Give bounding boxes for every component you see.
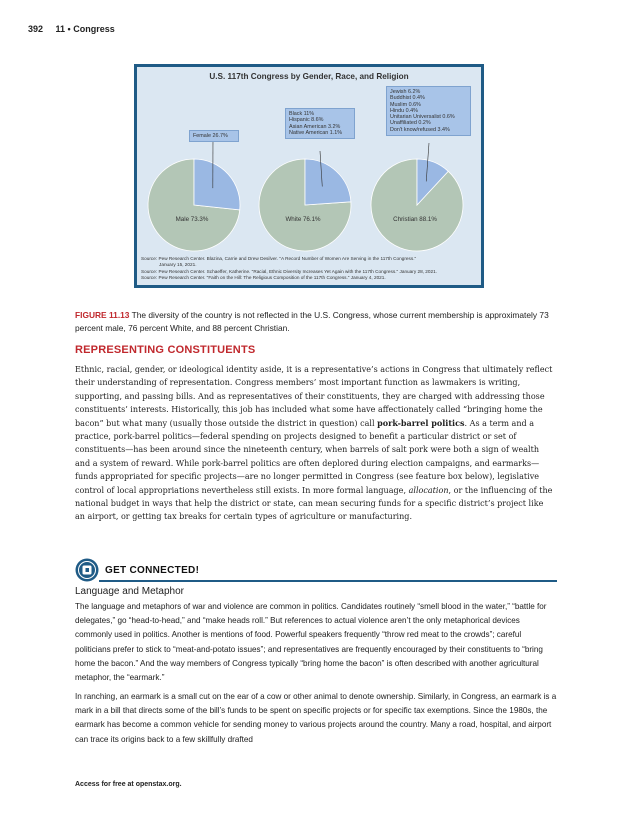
emphasis-term: allocation — [408, 485, 449, 495]
callout-religion-line: Buddhist 0.4% — [390, 95, 425, 102]
callout-religion-line: Hindu 0.4% — [390, 107, 418, 114]
figure-label: FIGURE 11.13 — [75, 310, 130, 320]
chapter-label: 11 • Congress — [55, 24, 115, 34]
feature-paragraph: In ranching, an earmark is a small cut on the ear of a cow or other animal to denote ownership. Similarly, in Congress, an earmark is a mark in a bill that directs some of the bill’s funds to be spent on specific projects or for specific tax exemptions. Since the 1980s, the earmark has become a common vehicle for sending money to various projects around the country. Many a road, hospital, and airport can trace its origins back to a few skillfully drafted — [75, 692, 557, 744]
chart-source: Source: Pew Research Center. Schaeffer, Katherine. "Racial, Ethnic Diversity Increases Yet Again with the 117th Congress." January 28, 2021. — [141, 269, 438, 274]
pie-label: White 76.1% — [285, 216, 321, 223]
chart-source: January 15, 2021. — [159, 262, 197, 267]
caption-text: The diversity of the country is not reflected in the U.S. Congress, whose current membership is approximately 73 percent male, 76 percent White, and 88 percent Christian. — [75, 310, 549, 333]
figure-chart — [134, 64, 484, 288]
page-number: 392 — [28, 24, 44, 34]
feature-rule — [99, 580, 557, 582]
paragraph-text: . As a term and a practice, pork-barrel politics—federal spending on projects designed to benefit a particular district or set of constituents—has been around since the nineteenth century, when barrels of salt pork were both a sign of wealth and a system of reward. While pork-barrel politics are often deplored during election campaigns, and earmarks—funds appropriated for specific projects—are no longer permitted in Congress (see feature box below), legislative control of local appropriations nevertheless still exists. In more formal language, — [75, 418, 540, 495]
callout-gender — [189, 130, 239, 142]
pie-slice-minor — [305, 159, 351, 205]
chart-source: Source: Pew Research Center. "Faith on the Hill: The Religious Composition of the 117th Congress." January 4, 2021. — [141, 275, 386, 280]
footer-text: Access for free at openstax.org. — [75, 781, 182, 788]
paragraph-text: , or the influencing of the national budget in ways that help the district or state, can mean securing funds for a specific district’s project like an airport, or getting tax breaks for certain types of agriculture or manufacturing. — [75, 485, 553, 522]
paragraph-text: Ethnic, racial, gender, or ideological identity aside, it is a representative’s actions in Congress that ultimately reflect their understanding of representation. Congress members’ most important function as lawmakers is writing, supporting, and passing bills. And as representatives of their constituents, they are charged with addressing those constituents’ interests. Historically, this job has included what some have affectionately called “bringing home the bacon” but what many (usually those outside the district in question) call — [75, 365, 553, 428]
figure-caption — [75, 309, 553, 334]
callout-religion-line: Jewish 6.2% — [390, 89, 421, 95]
callout-religion-line: Unaffiliated 0.2% — [390, 120, 431, 127]
body-paragraph — [75, 363, 555, 524]
get-connected-icon — [75, 558, 99, 582]
section-heading: REPRESENTING CONSTITUENTS — [75, 344, 256, 356]
callout-race-line: Native American 1.1% — [289, 129, 343, 136]
callout-race-line: Asian American 3.2% — [289, 123, 341, 130]
feature-subtitle: Language and Metaphor — [75, 586, 184, 597]
chart-title: U.S. 117th Congress by Gender, Race, and Religion — [209, 72, 409, 81]
callout-religion-line: Unitarian Universalist 0.6% — [390, 114, 455, 121]
callout-race — [285, 108, 355, 139]
callout-religion-line: Don't know/refused 3.4% — [390, 126, 450, 133]
key-term: pork-barrel politics — [377, 417, 465, 428]
callout-gender-line: Female 26.7% — [193, 133, 228, 139]
pie-label: Male 73.3% — [175, 216, 209, 223]
feature-paragraph: The language and metaphors of war and violence are common in politics. Candidates routinely “smell blood in the water,” “battle for delegates,” go “head-to-head,” and “make heads roll.” But references to actual violence aren’t the only metaphorical devices commonly used in politics. Another is mentions of food. Powerful speakers frequently “throw red meat to the crowds”; careful politicians prefer to stick to “meat-and-potato issues”; and representatives are frequently encouraged by their constituents to “bring home the bacon.” And the way members of Congress typically “bring home the bacon” is often described with another agricultural metaphor, the “earmark.” — [75, 602, 547, 683]
feature-title: GET CONNECTED! — [105, 565, 200, 576]
callout-religion — [386, 86, 471, 136]
pie-slice-minor — [194, 159, 240, 210]
feature-box-header — [75, 558, 557, 582]
callout-religion-line: Muslim 0.6% — [390, 101, 421, 108]
callout-race-line: Black 11% — [289, 111, 315, 117]
callout-race-line: Hispanic 8.6% — [289, 117, 324, 124]
running-header — [28, 24, 115, 34]
pie-label: Christian 88.1% — [393, 216, 437, 223]
chart-source: Source: Pew Research Center. Blazina, Carrie and Drew Desilver. "A Record Number of Women Are Serving in the 117th Congress." — [141, 256, 417, 261]
